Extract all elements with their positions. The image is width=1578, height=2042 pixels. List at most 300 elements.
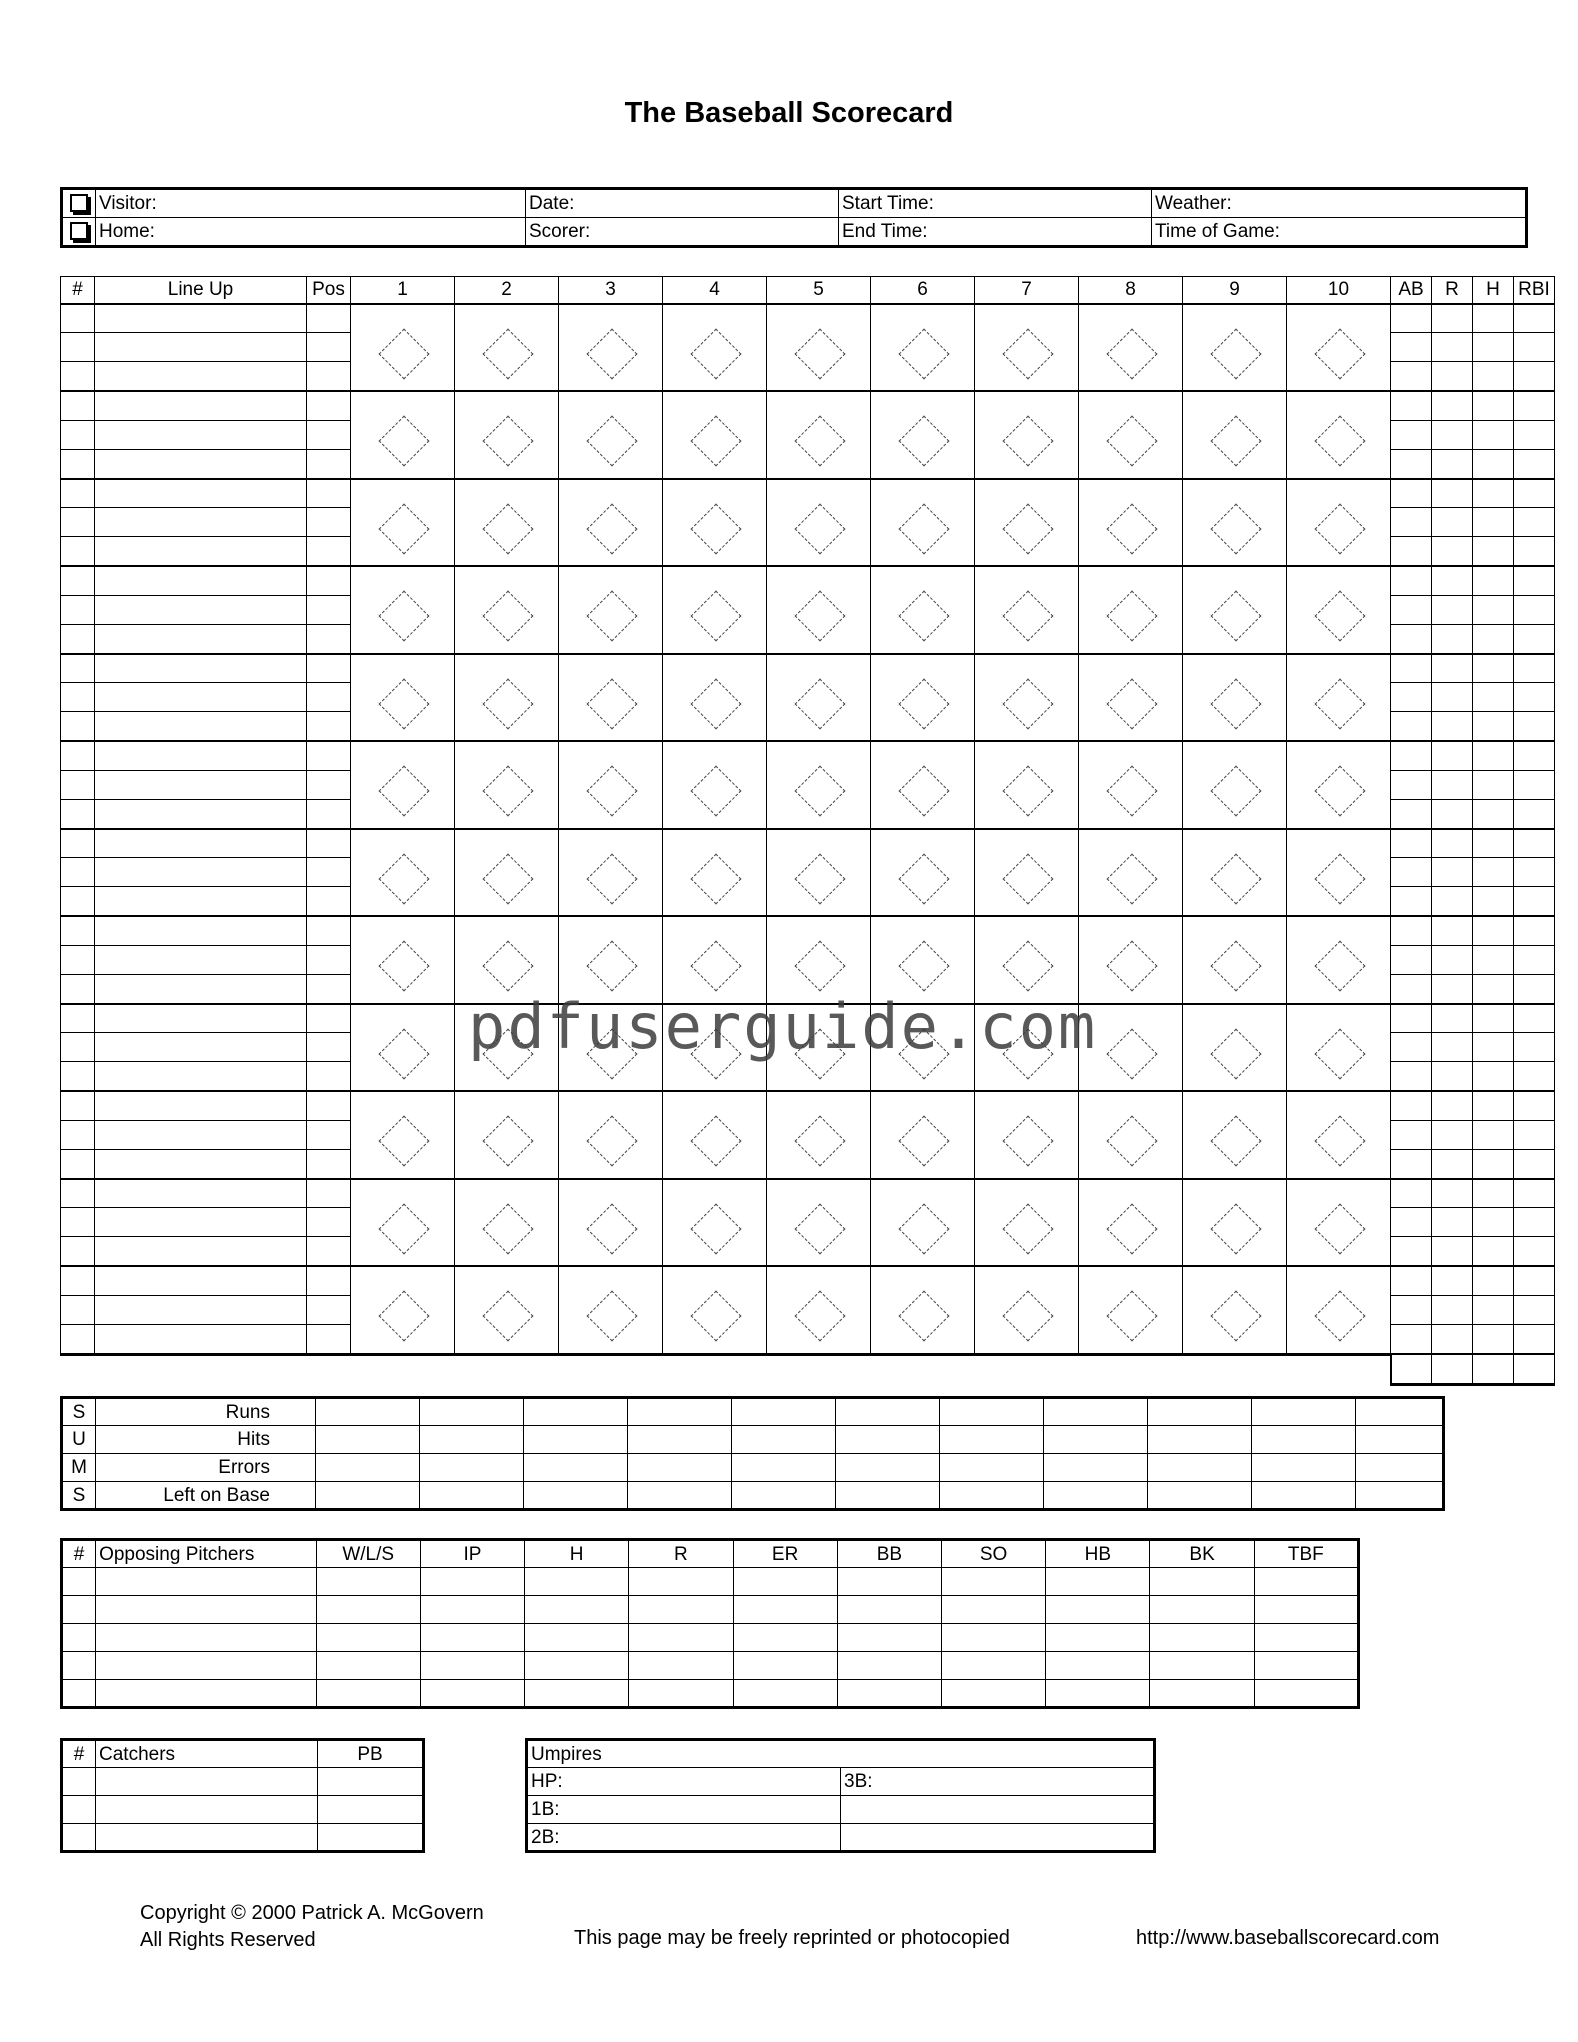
lineup-name-cell[interactable]	[95, 304, 307, 333]
pitcher-cell[interactable]	[733, 1652, 837, 1680]
sums-cell[interactable]	[628, 1482, 732, 1510]
stat-cell[interactable]	[1473, 887, 1514, 916]
at-bat-cell[interactable]	[767, 566, 871, 654]
stat-cell[interactable]	[1514, 1091, 1555, 1120]
at-bat-cell[interactable]	[1183, 304, 1287, 392]
sums-cell[interactable]	[420, 1454, 524, 1482]
stat-cell[interactable]	[1473, 974, 1514, 1003]
sums-cell[interactable]	[628, 1398, 732, 1426]
stat-cell[interactable]	[1391, 362, 1432, 391]
stat-cell[interactable]	[1391, 712, 1432, 741]
lineup-name-cell[interactable]	[95, 1149, 307, 1178]
stat-cell[interactable]	[1432, 1179, 1473, 1208]
batter-number-cell[interactable]	[61, 1208, 95, 1237]
stat-cell[interactable]	[1432, 683, 1473, 712]
batter-number-cell[interactable]	[61, 1295, 95, 1324]
stat-cell[interactable]	[1473, 683, 1514, 712]
lineup-name-cell[interactable]	[95, 537, 307, 566]
stat-cell[interactable]	[1514, 1179, 1555, 1208]
stat-cell[interactable]	[1473, 1208, 1514, 1237]
stat-cell[interactable]	[1514, 479, 1555, 508]
position-cell[interactable]	[307, 654, 351, 683]
sums-cell[interactable]	[524, 1398, 628, 1426]
at-bat-cell[interactable]	[559, 1091, 663, 1179]
at-bat-cell[interactable]	[559, 304, 663, 392]
pitcher-cell[interactable]	[316, 1680, 420, 1708]
batter-number-cell[interactable]	[61, 304, 95, 333]
sums-cell[interactable]	[1148, 1454, 1252, 1482]
stat-total-cell[interactable]	[1432, 1354, 1473, 1384]
stat-cell[interactable]	[1514, 1266, 1555, 1295]
stat-cell[interactable]	[1473, 1295, 1514, 1324]
at-bat-cell[interactable]	[767, 304, 871, 392]
stat-cell[interactable]	[1473, 916, 1514, 945]
pitcher-cell[interactable]	[837, 1568, 941, 1596]
position-cell[interactable]	[307, 741, 351, 770]
pitcher-cell[interactable]	[1254, 1624, 1358, 1652]
position-cell[interactable]	[307, 566, 351, 595]
catcher-cell[interactable]	[62, 1796, 96, 1824]
position-cell[interactable]	[307, 1149, 351, 1178]
lineup-name-cell[interactable]	[95, 654, 307, 683]
stat-cell[interactable]	[1473, 479, 1514, 508]
at-bat-cell[interactable]	[871, 391, 975, 479]
lineup-name-cell[interactable]	[95, 391, 307, 420]
at-bat-cell[interactable]	[871, 1091, 975, 1179]
at-bat-cell[interactable]	[1287, 391, 1391, 479]
pitcher-cell[interactable]	[837, 1652, 941, 1680]
at-bat-cell[interactable]	[663, 304, 767, 392]
sums-cell[interactable]	[1252, 1398, 1356, 1426]
at-bat-cell[interactable]	[663, 566, 767, 654]
stat-cell[interactable]	[1473, 1149, 1514, 1178]
stat-cell[interactable]	[1432, 420, 1473, 449]
pitcher-cell[interactable]	[1150, 1624, 1254, 1652]
stat-cell[interactable]	[1473, 566, 1514, 595]
stat-cell[interactable]	[1391, 945, 1432, 974]
sums-cell[interactable]	[1044, 1398, 1148, 1426]
stat-cell[interactable]	[1432, 479, 1473, 508]
stat-cell[interactable]	[1514, 945, 1555, 974]
lineup-name-cell[interactable]	[95, 1033, 307, 1062]
at-bat-cell[interactable]	[455, 391, 559, 479]
stat-cell[interactable]	[1391, 1266, 1432, 1295]
stat-cell[interactable]	[1473, 449, 1514, 478]
at-bat-cell[interactable]	[663, 479, 767, 567]
position-cell[interactable]	[307, 420, 351, 449]
at-bat-cell[interactable]	[1183, 566, 1287, 654]
at-bat-cell[interactable]	[559, 391, 663, 479]
pitcher-cell[interactable]	[96, 1596, 317, 1624]
pitcher-cell[interactable]	[1046, 1680, 1150, 1708]
at-bat-cell[interactable]	[975, 391, 1079, 479]
at-bat-cell[interactable]	[975, 741, 1079, 829]
stat-cell[interactable]	[1473, 391, 1514, 420]
batter-number-cell[interactable]	[61, 1004, 95, 1033]
position-cell[interactable]	[307, 1325, 351, 1354]
at-bat-cell[interactable]	[1079, 566, 1183, 654]
at-bat-cell[interactable]	[663, 1091, 767, 1179]
umpire-3b-field[interactable]: 3B:	[841, 1768, 1155, 1796]
at-bat-cell[interactable]	[975, 1266, 1079, 1354]
sums-cell[interactable]	[1044, 1454, 1148, 1482]
pitcher-cell[interactable]	[525, 1596, 629, 1624]
at-bat-cell[interactable]	[351, 1266, 455, 1354]
batter-number-cell[interactable]	[61, 420, 95, 449]
stat-cell[interactable]	[1391, 624, 1432, 653]
at-bat-cell[interactable]	[767, 741, 871, 829]
website-link[interactable]: http://www.baseballscorecard.com	[1136, 1927, 1440, 1949]
at-bat-cell[interactable]	[1183, 1179, 1287, 1267]
sums-cell[interactable]	[836, 1482, 940, 1510]
at-bat-cell[interactable]	[767, 479, 871, 567]
lineup-name-cell[interactable]	[95, 508, 307, 537]
at-bat-cell[interactable]	[1287, 479, 1391, 567]
stat-total-cell[interactable]	[1514, 1354, 1555, 1384]
lineup-name-cell[interactable]	[95, 420, 307, 449]
stat-cell[interactable]	[1473, 829, 1514, 858]
batter-number-cell[interactable]	[61, 799, 95, 828]
pitcher-cell[interactable]	[629, 1652, 733, 1680]
lineup-name-cell[interactable]	[95, 974, 307, 1003]
batter-number-cell[interactable]	[61, 449, 95, 478]
at-bat-cell[interactable]	[351, 741, 455, 829]
lineup-name-cell[interactable]	[95, 479, 307, 508]
position-cell[interactable]	[307, 683, 351, 712]
stat-cell[interactable]	[1473, 712, 1514, 741]
pitcher-cell[interactable]	[733, 1596, 837, 1624]
stat-cell[interactable]	[1473, 1179, 1514, 1208]
at-bat-cell[interactable]	[1079, 1266, 1183, 1354]
stat-cell[interactable]	[1473, 537, 1514, 566]
at-bat-cell[interactable]	[1287, 1004, 1391, 1092]
sums-cell[interactable]	[316, 1398, 420, 1426]
at-bat-cell[interactable]	[455, 304, 559, 392]
lineup-name-cell[interactable]	[95, 683, 307, 712]
stat-cell[interactable]	[1432, 916, 1473, 945]
stat-cell[interactable]	[1391, 420, 1432, 449]
stat-cell[interactable]	[1473, 333, 1514, 362]
at-bat-cell[interactable]	[663, 654, 767, 742]
catcher-cell[interactable]	[96, 1768, 318, 1796]
lineup-name-cell[interactable]	[95, 945, 307, 974]
position-cell[interactable]	[307, 449, 351, 478]
at-bat-cell[interactable]	[351, 479, 455, 567]
at-bat-cell[interactable]	[871, 479, 975, 567]
pitcher-cell[interactable]	[525, 1652, 629, 1680]
lineup-name-cell[interactable]	[95, 1091, 307, 1120]
batter-number-cell[interactable]	[61, 887, 95, 916]
at-bat-cell[interactable]	[871, 829, 975, 917]
pitcher-cell[interactable]	[1046, 1596, 1150, 1624]
sums-cell[interactable]	[940, 1482, 1044, 1510]
batter-number-cell[interactable]	[61, 1149, 95, 1178]
pitcher-cell[interactable]	[837, 1680, 941, 1708]
batter-number-cell[interactable]	[61, 537, 95, 566]
stat-cell[interactable]	[1432, 1062, 1473, 1091]
pitcher-cell[interactable]	[525, 1680, 629, 1708]
at-bat-cell[interactable]	[559, 479, 663, 567]
stat-cell[interactable]	[1432, 1325, 1473, 1354]
sums-cell[interactable]	[940, 1426, 1044, 1454]
stat-cell[interactable]	[1432, 1033, 1473, 1062]
at-bat-cell[interactable]	[455, 479, 559, 567]
stat-cell[interactable]	[1432, 566, 1473, 595]
stat-cell[interactable]	[1432, 595, 1473, 624]
batter-number-cell[interactable]	[61, 974, 95, 1003]
sums-cell[interactable]	[1148, 1398, 1252, 1426]
batter-number-cell[interactable]	[61, 362, 95, 391]
stat-cell[interactable]	[1514, 1208, 1555, 1237]
at-bat-cell[interactable]	[767, 829, 871, 917]
pitcher-cell[interactable]	[316, 1624, 420, 1652]
batter-number-cell[interactable]	[61, 624, 95, 653]
stat-cell[interactable]	[1391, 1149, 1432, 1178]
scorer-field[interactable]: Scorer:	[526, 218, 839, 247]
sums-cell[interactable]	[732, 1426, 836, 1454]
pitcher-cell[interactable]	[1150, 1596, 1254, 1624]
at-bat-cell[interactable]	[1183, 1266, 1287, 1354]
stat-cell[interactable]	[1391, 1295, 1432, 1324]
at-bat-cell[interactable]	[767, 1179, 871, 1267]
sums-cell[interactable]	[940, 1454, 1044, 1482]
stat-cell[interactable]	[1432, 974, 1473, 1003]
stat-cell[interactable]	[1391, 391, 1432, 420]
stat-total-cell[interactable]	[1391, 1354, 1432, 1384]
umpire-empty-cell[interactable]	[841, 1796, 1155, 1824]
at-bat-cell[interactable]	[559, 741, 663, 829]
stat-cell[interactable]	[1473, 1237, 1514, 1266]
stat-cell[interactable]	[1473, 770, 1514, 799]
stat-cell[interactable]	[1514, 916, 1555, 945]
stat-cell[interactable]	[1473, 1062, 1514, 1091]
umpire-2b-field[interactable]: 2B:	[527, 1824, 841, 1852]
lineup-name-cell[interactable]	[95, 333, 307, 362]
lineup-name-cell[interactable]	[95, 887, 307, 916]
sums-cell[interactable]	[628, 1426, 732, 1454]
sums-cell[interactable]	[1044, 1482, 1148, 1510]
pitcher-cell[interactable]	[629, 1624, 733, 1652]
pitcher-cell[interactable]	[837, 1624, 941, 1652]
pitcher-cell[interactable]	[733, 1568, 837, 1596]
pitcher-cell[interactable]	[1150, 1680, 1254, 1708]
at-bat-cell[interactable]	[871, 741, 975, 829]
batter-number-cell[interactable]	[61, 391, 95, 420]
stat-cell[interactable]	[1391, 566, 1432, 595]
at-bat-cell[interactable]	[975, 1091, 1079, 1179]
stat-cell[interactable]	[1514, 654, 1555, 683]
batter-number-cell[interactable]	[61, 770, 95, 799]
pitcher-cell[interactable]	[941, 1652, 1045, 1680]
at-bat-cell[interactable]	[767, 1266, 871, 1354]
stat-cell[interactable]	[1514, 741, 1555, 770]
catcher-cell[interactable]	[96, 1796, 318, 1824]
position-cell[interactable]	[307, 770, 351, 799]
at-bat-cell[interactable]	[455, 1179, 559, 1267]
sums-cell[interactable]	[1356, 1482, 1444, 1510]
position-cell[interactable]	[307, 945, 351, 974]
stat-cell[interactable]	[1432, 712, 1473, 741]
catcher-cell[interactable]	[62, 1768, 96, 1796]
stat-cell[interactable]	[1391, 1208, 1432, 1237]
at-bat-cell[interactable]	[1287, 1266, 1391, 1354]
stat-cell[interactable]	[1391, 858, 1432, 887]
stat-cell[interactable]	[1432, 624, 1473, 653]
sums-cell[interactable]	[732, 1398, 836, 1426]
at-bat-cell[interactable]	[1183, 1091, 1287, 1179]
position-cell[interactable]	[307, 304, 351, 333]
sums-cell[interactable]	[1252, 1454, 1356, 1482]
stat-cell[interactable]	[1391, 1062, 1432, 1091]
position-cell[interactable]	[307, 916, 351, 945]
at-bat-cell[interactable]	[1079, 391, 1183, 479]
stat-cell[interactable]	[1391, 1179, 1432, 1208]
lineup-name-cell[interactable]	[95, 1004, 307, 1033]
sums-cell[interactable]	[1356, 1426, 1444, 1454]
stat-cell[interactable]	[1473, 1004, 1514, 1033]
at-bat-cell[interactable]	[455, 654, 559, 742]
at-bat-cell[interactable]	[1287, 829, 1391, 917]
stat-cell[interactable]	[1473, 1033, 1514, 1062]
sums-cell[interactable]	[1148, 1426, 1252, 1454]
at-bat-cell[interactable]	[663, 741, 767, 829]
stat-cell[interactable]	[1391, 683, 1432, 712]
at-bat-cell[interactable]	[975, 566, 1079, 654]
at-bat-cell[interactable]	[455, 829, 559, 917]
position-cell[interactable]	[307, 712, 351, 741]
stat-cell[interactable]	[1473, 362, 1514, 391]
at-bat-cell[interactable]	[871, 304, 975, 392]
pitcher-cell[interactable]	[62, 1596, 96, 1624]
batter-number-cell[interactable]	[61, 595, 95, 624]
stat-cell[interactable]	[1391, 654, 1432, 683]
stat-cell[interactable]	[1514, 537, 1555, 566]
pitcher-cell[interactable]	[420, 1680, 524, 1708]
at-bat-cell[interactable]	[1079, 479, 1183, 567]
batter-number-cell[interactable]	[61, 1266, 95, 1295]
stat-cell[interactable]	[1473, 420, 1514, 449]
at-bat-cell[interactable]	[663, 391, 767, 479]
position-cell[interactable]	[307, 624, 351, 653]
sums-cell[interactable]	[1356, 1454, 1444, 1482]
stat-cell[interactable]	[1473, 1325, 1514, 1354]
position-cell[interactable]	[307, 1266, 351, 1295]
stat-cell[interactable]	[1514, 391, 1555, 420]
lineup-name-cell[interactable]	[95, 1120, 307, 1149]
pitcher-cell[interactable]	[420, 1624, 524, 1652]
pitcher-cell[interactable]	[1254, 1596, 1358, 1624]
batter-number-cell[interactable]	[61, 916, 95, 945]
position-cell[interactable]	[307, 1062, 351, 1091]
pitcher-cell[interactable]	[1046, 1652, 1150, 1680]
at-bat-cell[interactable]	[767, 654, 871, 742]
position-cell[interactable]	[307, 1295, 351, 1324]
stat-cell[interactable]	[1432, 945, 1473, 974]
stat-cell[interactable]	[1473, 654, 1514, 683]
at-bat-cell[interactable]	[1287, 566, 1391, 654]
stat-cell[interactable]	[1391, 537, 1432, 566]
stat-cell[interactable]	[1391, 449, 1432, 478]
stat-cell[interactable]	[1432, 391, 1473, 420]
at-bat-cell[interactable]	[351, 304, 455, 392]
stat-cell[interactable]	[1391, 479, 1432, 508]
at-bat-cell[interactable]	[1079, 829, 1183, 917]
stat-cell[interactable]	[1391, 829, 1432, 858]
sums-cell[interactable]	[732, 1454, 836, 1482]
pitcher-cell[interactable]	[1046, 1568, 1150, 1596]
at-bat-cell[interactable]	[1183, 654, 1287, 742]
batter-number-cell[interactable]	[61, 858, 95, 887]
lineup-name-cell[interactable]	[95, 1325, 307, 1354]
end-time-field[interactable]: End Time:	[839, 218, 1152, 247]
at-bat-cell[interactable]	[455, 1266, 559, 1354]
pitcher-cell[interactable]	[837, 1596, 941, 1624]
at-bat-cell[interactable]	[455, 1091, 559, 1179]
sums-cell[interactable]	[836, 1426, 940, 1454]
lineup-name-cell[interactable]	[95, 624, 307, 653]
stat-cell[interactable]	[1473, 799, 1514, 828]
at-bat-cell[interactable]	[1183, 741, 1287, 829]
at-bat-cell[interactable]	[663, 829, 767, 917]
at-bat-cell[interactable]	[351, 391, 455, 479]
pitcher-cell[interactable]	[525, 1568, 629, 1596]
stat-cell[interactable]	[1514, 974, 1555, 1003]
sums-cell[interactable]	[836, 1454, 940, 1482]
catcher-cell[interactable]	[318, 1768, 424, 1796]
at-bat-cell[interactable]	[1287, 741, 1391, 829]
stat-cell[interactable]	[1514, 449, 1555, 478]
lineup-name-cell[interactable]	[95, 449, 307, 478]
sums-cell[interactable]	[1148, 1482, 1252, 1510]
pitcher-cell[interactable]	[525, 1624, 629, 1652]
at-bat-cell[interactable]	[975, 479, 1079, 567]
pitcher-cell[interactable]	[62, 1624, 96, 1652]
stat-cell[interactable]	[1514, 829, 1555, 858]
umpire-empty-cell[interactable]	[841, 1824, 1155, 1852]
stat-cell[interactable]	[1391, 595, 1432, 624]
lineup-name-cell[interactable]	[95, 770, 307, 799]
lineup-name-cell[interactable]	[95, 1179, 307, 1208]
catcher-cell[interactable]	[318, 1796, 424, 1824]
position-cell[interactable]	[307, 1091, 351, 1120]
stat-cell[interactable]	[1391, 1120, 1432, 1149]
stat-cell[interactable]	[1514, 508, 1555, 537]
position-cell[interactable]	[307, 1033, 351, 1062]
stat-cell[interactable]	[1473, 741, 1514, 770]
lineup-name-cell[interactable]	[95, 1062, 307, 1091]
pitcher-cell[interactable]	[1150, 1652, 1254, 1680]
lineup-name-cell[interactable]	[95, 916, 307, 945]
stat-cell[interactable]	[1514, 858, 1555, 887]
at-bat-cell[interactable]	[1287, 304, 1391, 392]
stat-cell[interactable]	[1473, 1091, 1514, 1120]
stat-cell[interactable]	[1473, 858, 1514, 887]
date-field[interactable]: Date:	[526, 189, 839, 218]
home-field[interactable]: Home:	[96, 218, 526, 247]
pitcher-cell[interactable]	[316, 1652, 420, 1680]
sums-cell[interactable]	[836, 1398, 940, 1426]
pitcher-cell[interactable]	[629, 1680, 733, 1708]
at-bat-cell[interactable]	[455, 566, 559, 654]
pitcher-cell[interactable]	[629, 1568, 733, 1596]
time-of-game-field[interactable]: Time of Game:	[1152, 218, 1527, 247]
batter-number-cell[interactable]	[61, 1062, 95, 1091]
pitcher-cell[interactable]	[941, 1596, 1045, 1624]
stat-cell[interactable]	[1514, 1004, 1555, 1033]
lineup-name-cell[interactable]	[95, 1295, 307, 1324]
stat-cell[interactable]	[1514, 1295, 1555, 1324]
stat-cell[interactable]	[1514, 1237, 1555, 1266]
